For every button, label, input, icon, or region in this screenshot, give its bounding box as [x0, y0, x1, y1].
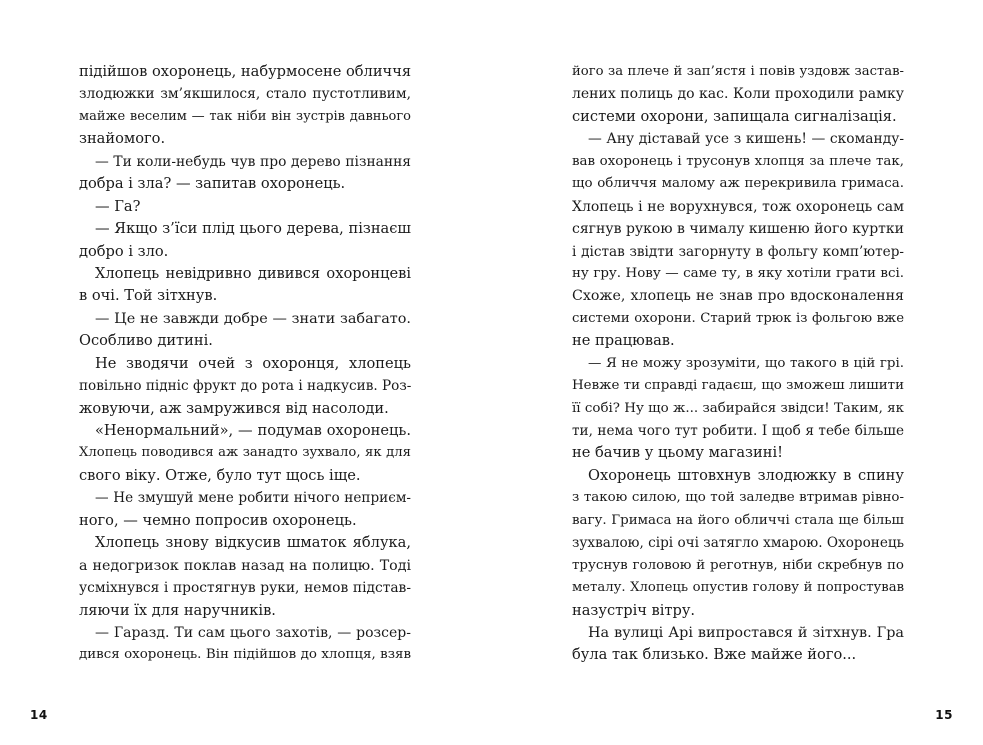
right-page-text	[572, 61, 904, 667]
text-line: Не зводячи очей з охоронця, хлопець	[95, 354, 411, 372]
text-line: — Ти коли-небудь чув про дерево пізнання	[95, 153, 411, 170]
text-line: Охоронець штовхнув злодюжку в спину	[588, 466, 904, 484]
text-line: — Га?	[95, 197, 141, 215]
text-line: Хлопець і не ворухнувся, тож охоронець сам	[572, 198, 904, 215]
text-line: зухвалою, сірі очі затягло хмарою. Охоронець	[572, 535, 905, 552]
text-line: і дістав звідти загорнуту в фольгу комп’ютер-	[572, 243, 904, 260]
text-line: вав охоронець і трусонув хлопця за плече так,	[572, 153, 904, 169]
text-line: знайомого.	[79, 130, 166, 148]
text-line: злодюжки зм’якшилося, стало пустотливим,	[79, 86, 411, 103]
text-line: — Якщо з’їси плід цього дерева, пізнаєш	[95, 220, 411, 238]
text-line: Хлопець невідривно дивився охоронцеві	[95, 264, 411, 282]
text-line: з такою силою, що той заледве втримав рівно-	[572, 490, 904, 506]
text-line: — Гаразд. Ти сам цього захотів, — розсер-	[95, 624, 411, 641]
text-line: лених полиць до кас. Коли проходили рамку	[572, 86, 904, 103]
text-line: Схоже, хлопець не знав про вдосконалення	[572, 288, 904, 305]
text-line: — Не змушуй мене робити нічого неприєм-	[95, 490, 411, 507]
text-line: добро і зло.	[79, 242, 169, 260]
text-line: Хлопець знову відкусив шматок яблука,	[95, 534, 411, 552]
text-line: добра і зла? — запитав охоронець.	[79, 175, 346, 193]
text-line: Невже ти справді гадаєш, що зможеш лишити	[572, 378, 904, 394]
text-line: не працював.	[572, 332, 675, 350]
text-line: — Це не завжди добре — знати забагато.	[95, 310, 411, 327]
text-line: повільно підніс фрукт до рота і надкусив. Роз-	[79, 378, 412, 395]
text-line: Хлопець поводився аж занадто зухвало, як для	[79, 445, 411, 461]
text-line: «Ненормальний», — подумав охоронець.	[95, 422, 411, 439]
left-page	[0, 0, 491, 745]
text-line: його за плече й зап’ястя і повів уздовж застав-	[572, 64, 904, 79]
text-line: системи охорони. Старий трюк із фольгою вже	[572, 310, 904, 326]
text-line: жовуючи, аж замружився від насолоди.	[79, 399, 389, 417]
text-line: що обличчя малому аж перекривила гримаса.	[572, 176, 904, 192]
text-line: назустріч вітру.	[572, 601, 696, 619]
text-line: свого віку. Отже, було тут щось іще.	[79, 466, 361, 484]
text-line: майже веселим — так ніби він зустрів давнього	[79, 108, 411, 124]
text-line: її собі? Ну що ж... забирайся звідси! Таким, як	[572, 400, 904, 416]
text-line: дився охоронець. Він підійшов до хлопця, взяв	[79, 647, 411, 663]
text-line: в очі. Той зітхнув.	[79, 287, 218, 305]
text-line: ну гру. Нову — саме ту, в яку хотіли грати всі.	[572, 265, 904, 281]
text-line: була так близько. Вже майже його...	[572, 646, 857, 664]
text-line: ляючи їх для наручників.	[79, 601, 276, 619]
text-line: труснув головою й реготнув, ніби скребнув по	[572, 557, 904, 573]
text-line: системи охорони, запищала сигналізація.	[572, 107, 897, 125]
right-page	[491, 0, 983, 745]
text-line: На вулиці Арі випростався й зітхнув. Гра	[588, 624, 904, 641]
text-line: металу. Хлопець опустив голову й попростував	[572, 580, 904, 596]
text-line: ного, — чемно попросив охоронець.	[79, 511, 357, 529]
text-line: вагу. Гримаса на його обличчі стала ще більш	[572, 512, 904, 528]
text-line: а недогризок поклав назад на полицю. Тоді	[79, 557, 411, 574]
text-line: — Я не можу зрозуміти, що такого в цій грі.	[588, 355, 904, 371]
text-line: Особливо дитині.	[79, 332, 213, 350]
text-line: — Ану діставай усе з кишень! — скоманду-	[588, 131, 904, 148]
left-page-text	[79, 61, 411, 667]
page-number: 15	[935, 708, 953, 722]
text-line: сягнув рукою в чималу кишеню його куртки	[572, 221, 904, 238]
text-line: підійшов охоронець, набурмосене обличчя	[79, 63, 412, 80]
page-number: 14	[30, 708, 48, 722]
text-line: ти, нема чого тут робити. І щоб я тебе більше	[572, 423, 904, 439]
text-line: усміхнувся і простягнув руки, немов підстав-	[79, 580, 411, 597]
text-line: не бачив у цьому магазині!	[572, 444, 783, 462]
